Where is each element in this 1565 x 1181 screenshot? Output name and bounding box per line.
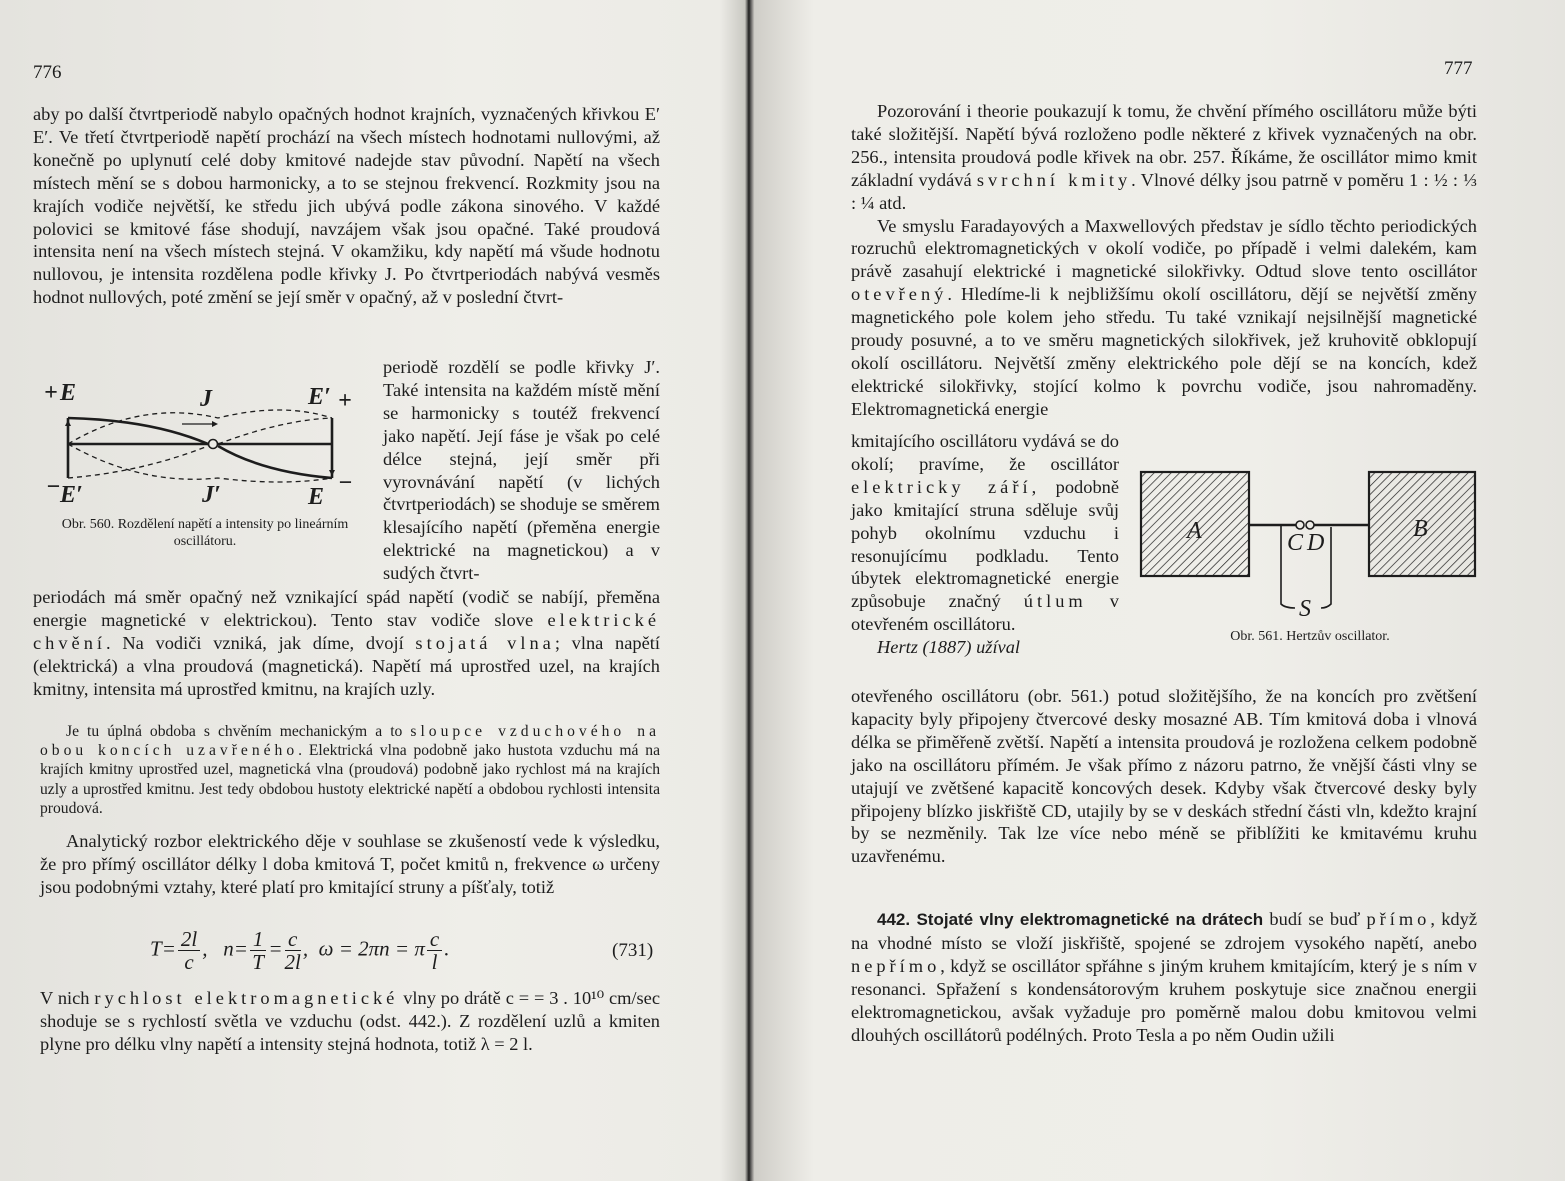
spaced-term: přímo	[1366, 909, 1431, 929]
spaced-term: svrchní kmity	[976, 169, 1132, 190]
paragraph-top	[33, 103, 660, 309]
text-block	[40, 987, 660, 1056]
spark-ball-D	[1306, 521, 1314, 529]
formula-symbol: ω = 2πn = π	[318, 936, 425, 961]
paragraph-1	[851, 100, 1477, 421]
label-J-top: J	[200, 386, 212, 412]
curve-E-prime-right	[218, 418, 332, 444]
text-block	[33, 586, 660, 701]
figure-561-diagram	[1135, 466, 1480, 626]
formula-symbol: T	[150, 936, 162, 961]
text-block	[851, 215, 1477, 421]
text-run: , když se oscillátor spřáhne s jiným kruhem kmitajícím, který je s ním v resonanci. Spřažení s kondensátorovým kruhem poskytuje sice značnou energii elektromagnetickou, avšak vyžaduje pro poměrně malou dobu kmitovou velmi dlouhých oscillátorů podélných. Proto Tesla a po něm Oudin užili	[851, 955, 1477, 1045]
text-run: Pozorování i theorie poukazují k tomu, že chvění přímého oscillátoru může býti také složitější. Napětí bývá rozloženo podle některé z křivek vyznačených na obr. 256., intensita proudová podle křivek na obr. 257. Říkáme, že oscillátor mimo kmit základní vydává	[851, 101, 1477, 190]
curve-E-left	[68, 418, 208, 444]
text-run: vlny po drátě c = = 3 . 10¹⁰ cm/sec shoduje se s rychlostí světla ve vzduchu (odst. 442.). Z rozdělení uzlů a kmiten plyne pro délku vlny napětí a intensity stejná hodnota, totiž λ = 2 l.	[40, 988, 660, 1054]
spaced-term: elektricky září	[851, 476, 1032, 497]
numerator: 1	[250, 928, 267, 951]
spaced-term: rychlost elektromagnetické	[94, 988, 399, 1008]
label-E-bottom-right: E	[308, 484, 325, 510]
denominator: T	[252, 950, 264, 974]
text-run: budí se buď	[1269, 909, 1361, 929]
text-block	[851, 430, 1119, 636]
label-A: A	[1187, 518, 1202, 544]
text-run: , když na vhodné místo se vloží jiskřiště, spojené se zdrojem vysokého napětí, anebo	[851, 909, 1477, 953]
label-D: D	[1307, 530, 1325, 556]
label-S: S	[1299, 596, 1311, 622]
denominator: 2l	[284, 950, 301, 974]
text-run: , podobně jako kmitající struna sděluje svůj pohyb okolnímu vzduchu i resonujícímu podkladu. Tento úbytek elektromagnetické energie způsobuje značný	[851, 476, 1119, 612]
paragraph-analysis	[40, 830, 660, 899]
text-run: Ve smyslu Faradayových a Maxwellových představ je sídlo těchto periodických rozruchů elektromagnetických v okolí vodiče, po případě i velmi dalekém, kam právě zasahují elektrické i magnetické silokřivky. Odtud slove tento oscillátor	[851, 215, 1477, 282]
label-plus-left: +	[44, 380, 58, 406]
curve-E-prime-left	[68, 446, 208, 478]
caption-text: Rozdělení napětí a intensity po lineárním oscillátoru.	[117, 517, 349, 549]
denominator: l	[431, 950, 438, 974]
formula-symbol: n	[223, 936, 234, 961]
section-heading: 442. Stojaté vlny elektromagnetické na drátech	[877, 910, 1264, 929]
figure-560-caption	[60, 516, 350, 550]
caption-number: Obr. 560.	[61, 517, 115, 532]
equation-number: (731)	[612, 940, 654, 961]
formula-symbol: =	[161, 936, 176, 961]
curve-E-right	[218, 446, 332, 478]
text-run: Je tu úplná obdoba s chvěním mechanickým a to	[66, 723, 403, 740]
spaced-term: elektrické chvění	[33, 609, 660, 653]
numerator: 2l	[178, 928, 200, 951]
text-run: . Vlnové délky jsou patrně v poměru 1 : ½ : ⅓ : ¼ atd.	[851, 169, 1477, 213]
denominator: c	[184, 950, 194, 974]
text-run: . Na vodiči vzniká, jak díme, dvojí	[106, 632, 404, 653]
text-run: periodách má směr opačný než vznikající spád napětí (vodič se nabíjí, přeměna energie magnetické v elektrickou). Tento stav vodiče slove	[33, 587, 660, 630]
spark-ball-C	[1296, 521, 1304, 529]
label-plus-right: +	[338, 388, 352, 414]
label-C: C	[1287, 530, 1304, 556]
text-block	[40, 722, 660, 818]
curve-J	[68, 410, 332, 444]
text-block: otevřeného oscillátoru (obr. 561.) potud složitějšího, že na koncích pro zvětšení kapacity byly připojeny čtvercové desky mosazné AB. Tím kmitová doba i vlnová délka se přiměřeně zvětší. Napětí a intensita proudová je rozložena celkem podobně jako na oscillátoru přímém. Je však přímo z názoru patrno, že vnější části vlny se utajují ve zvětšené kapacitě koncových desek. Kdyby však čtvercové desky byly připojeny blízko jiskřiště CD, utajily by se v deskách střední části vln, kdežto krajní by se nezměnily. Tak lze více nebo méně se přiblížiti ke kmitavému kruhu uzavřenému.	[851, 686, 1477, 867]
text-run: . Hledíme-li k nejbližšímu okolí oscillátoru, dějí se největší změny magnetického pole kolem jeho středu. Tu také vznikají nejsilnější magnetické proudy posuvné, a to ve směru magnetických silokřivek, jež kruhovitě obklopují okolí oscillátoru. Největší změny elektrického pole dějí se na koncích, kdež elektrické silokřivky, stojící kolmo k povrchu vodiče, jsou nahromaděny. Elektromagnetická energie	[851, 284, 1477, 419]
spaced-term: otevřený	[851, 284, 948, 305]
numerator: c	[427, 928, 442, 951]
paragraph-after	[33, 586, 660, 701]
page-number: 776	[33, 62, 62, 83]
text-run: . Elektrická vlna podobně jako hustota vzduchu má na krajích kmitny uprostřed uzel, magnetická vlna (proudová) podobně jako rychlost má na krajích uzly a uprostřed kmitnu. Jest tedy obdobou hustoty elektrické napětí a obdobou rychlosti intensita proudová.	[40, 742, 660, 817]
label-B: B	[1413, 516, 1428, 542]
fraction	[427, 928, 442, 973]
label-J-prime-bottom: J′	[202, 482, 221, 508]
text-block: periodě rozdělí se podle křivky J′. Také intensita na každém místě mění se harmonicky s toutéž frekvencí jako napětí. Její fáse je však po celé délce stejná, její směr při vyrovnávání napětí (v lichých čtvrtperiodách) se shoduje se směrem klesajícího napětí (přeměna energie elektrické na magnetickou) a v sudých čtvrt-	[383, 357, 660, 584]
spaced-term: nepřímo	[851, 955, 941, 976]
fraction	[178, 928, 200, 973]
small-print-note	[40, 722, 660, 818]
paragraph-end	[40, 987, 660, 1056]
text-run: V nich	[40, 988, 90, 1008]
label-E-prime-bottom-left: E′	[60, 482, 83, 508]
right-page	[750, 0, 1565, 1181]
label-minus-right: −	[338, 470, 353, 496]
text-block	[851, 908, 1477, 1046]
paragraph-3	[851, 685, 1477, 868]
text-run: ; vlna napětí (elektrická) a vlna proudová (magnetická). Napětí má uprostřed uzel, na krajích kmitny, intensita má uprostřed kmitnu, na krajích uzly.	[33, 632, 660, 699]
figure-560-diagram	[42, 374, 356, 512]
spark-gap-left	[209, 440, 218, 449]
text-block: aby po další čtvrtperiodě nabylo opačných hodnot krajních, vyznačených křivkou E′ E′. Ve třetí čtvrtperiodě napětí prochází na všech místech hodnotami nullovými, až konečně po uplynutí celé doby kmitové nadejde stav původní. Napětí na všech místech mění se s dobou harmonicky, a to se stejnou frekvencí. Rozkmity jsou na krajích vodiče největší, ke středu jich ubývá podle zákona sinového. V každé polovici se kmitové fáse shodují, navzájem však jsou opačné. Také proudová intensita není na všech místech stejná. V okamžiku, kdy napětí má všude hodnotu nullovou, je intensita rozdělena podle křivky J. Po čtvrtperiodách nabývá vesměs hodnot nullových, poté změní se její směr v opačný, až v poslední čtvrt-	[33, 104, 660, 308]
text-run: v otevřeném oscillátoru.	[851, 591, 1119, 635]
figure-561-caption: Obr. 561. Hertzův oscillator.	[1230, 629, 1390, 644]
text-run: Hertz (1887) užíval	[877, 637, 1021, 658]
numerator: c	[285, 928, 301, 951]
left-page	[0, 0, 740, 1181]
paragraph-4	[851, 908, 1477, 1046]
paragraph-side	[383, 356, 660, 585]
text-block: Analytický rozbor elektrického děje v souhlase se zkušeností vede k výsledku, že pro přímý oscillátor délky l doba kmitová T, počet kmitů n, frekvence ω určeny jsou podobnými vztahy, které platí pro kmitající struny a píšťaly, totiž	[40, 831, 660, 897]
spaced-term: stojatá vlna	[415, 632, 555, 653]
paragraph-2-narrow	[851, 430, 1119, 659]
label-E-top-left: E	[60, 380, 77, 406]
label-minus-left: −	[46, 474, 61, 500]
spaced-term: sloupce vzduchového na obou koncích uzavřeného	[40, 723, 660, 760]
fraction	[250, 928, 267, 973]
fraction	[285, 928, 301, 973]
spaced-term: útlum	[1023, 591, 1087, 612]
text-block	[851, 100, 1477, 215]
page-number: 777	[1444, 58, 1473, 79]
text-run: kmitajícího oscillátoru vydává se do okolí; pravíme, že oscillátor	[851, 431, 1119, 474]
label-E-prime-top-right: E′	[308, 384, 331, 410]
formula-731: T= $\frac{2l}{c}$ , n= $\frac{1}{T}$ = $\frac{c}{2l}$ , ω = 2πn = π $\frac{c}{l}$ .	[150, 927, 450, 974]
text-block	[851, 636, 1119, 659]
